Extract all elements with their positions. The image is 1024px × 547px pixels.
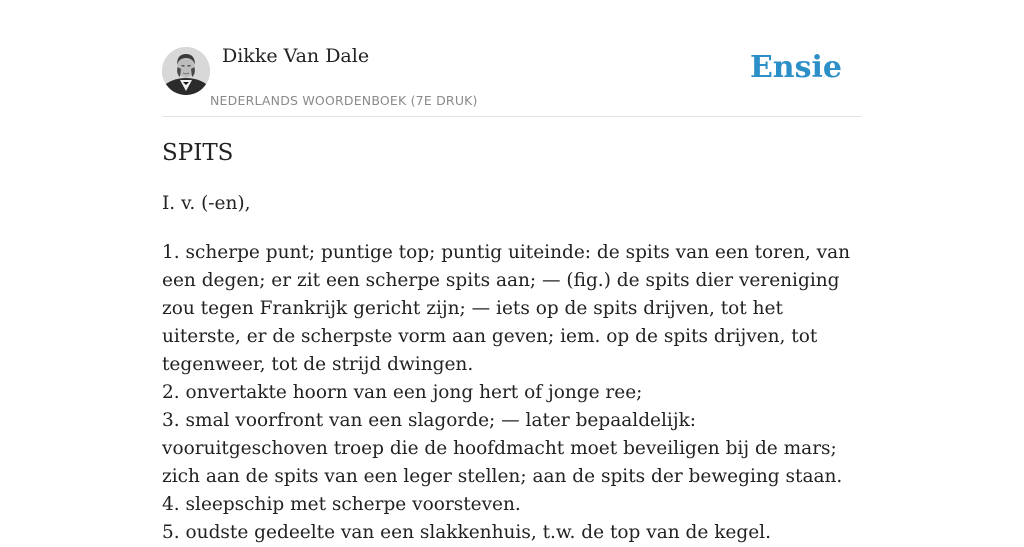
definition-list: [162, 239, 862, 547]
source-header: [162, 0, 862, 117]
definition-item: 4. sleepschip met scherpe voorsteven.: [162, 494, 521, 515]
portrait-image: [162, 47, 210, 95]
definition-item: 2. onvertakte hoorn van een jong hert of jonge ree;: [162, 382, 643, 403]
definition-item: 5. oudste gedeelte van een slakkenhuis, t.w. de top van de kegel.: [162, 522, 771, 543]
page: [162, 0, 862, 543]
source-name[interactable]: Dikke Van Dale: [222, 45, 370, 67]
source-avatar[interactable]: [162, 47, 210, 95]
definition-item: 1. scherpe punt; puntige top; puntig uiteinde: de spits van een toren, van een degen; er zit een scherpe spits aan; — (fig.) de spits dier vereniging zou tegen Frankrijk gericht zijn; — iets op de spits drijven, tot het uiterste, er de scherpste vorm aan geven; iem. op de spits drijven, tot tegenweer, tot de strijd dwingen.: [162, 242, 851, 375]
entry-title: SPITS: [162, 140, 234, 166]
brand-logo[interactable]: Ensie: [749, 50, 842, 85]
definition-item: 3. smal voorfront van een slagorde; — later bepaaldelijk: vooruitgeschoven troep die de hoofdmacht moet beveiligen bij de mars; zich aan de spits van een leger stellen; aan de spits der beweging staan.: [162, 410, 843, 487]
source-subtitle: NEDERLANDS WOORDENBOEK (7E DRUK): [210, 93, 478, 108]
entry-grammar: I. v. (-en),: [162, 193, 251, 214]
